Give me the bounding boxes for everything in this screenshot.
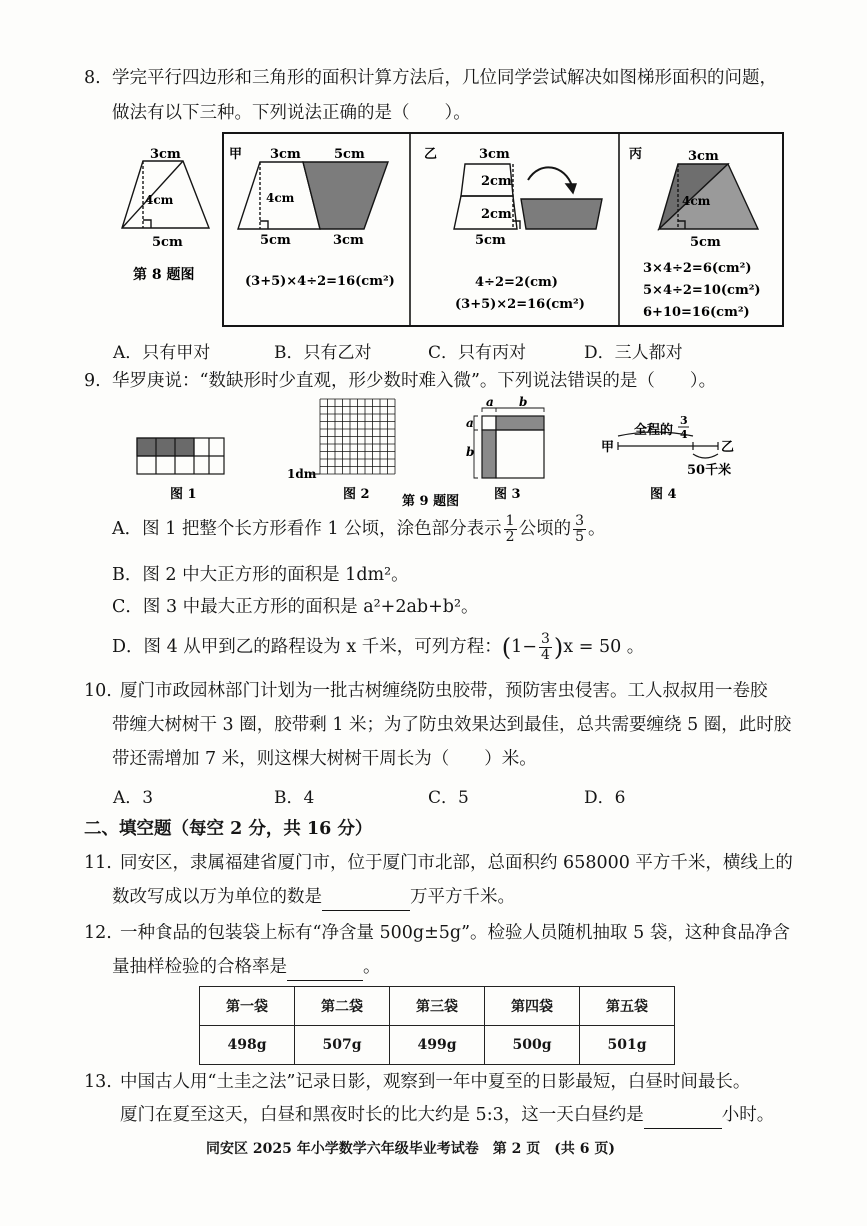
q9-option-a: A．图 1 把整个长方形看作 1 公顷，涂色部分表示 $\frac{1}{2}$ 公顷的 $\frac{3}{5}$ 。	[112, 513, 606, 545]
q12-sample-table	[199, 986, 675, 1065]
q8-yi-height1: 2cm	[481, 174, 512, 189]
q8-bing-formula3: 6+10=16(cm²)	[643, 305, 750, 320]
q13-answer-blank[interactable]	[644, 1102, 722, 1129]
q9-fig3-a-top: a	[486, 395, 494, 409]
table-cell: 501g	[580, 1026, 675, 1065]
table-row	[200, 1026, 675, 1065]
q10-option-b: B．4	[274, 788, 315, 808]
q9-fig1-grid	[137, 438, 224, 474]
q9-option-b: B．图 2 中大正方形的面积是 1dm²。	[112, 565, 409, 585]
q9-fig2-dm: 1dm	[287, 467, 317, 481]
q10-option-a: A．3	[113, 788, 154, 808]
q9-fig3-a-side: a	[466, 416, 474, 430]
q9-a-frac2: $\frac{3}{5}$	[575, 513, 584, 545]
q8-yi-diagram	[454, 164, 602, 229]
q12-line1: 一种食品的包装袋上标有“净含量 500g±5g”。检验人员随机抽取 5 袋，这种食品净含	[120, 923, 790, 943]
q8-bing-top: 3cm	[688, 149, 719, 164]
q13-line1: 中国古人用“土圭之法”记录日影，观察到一年中夏至的日影最短，白昼时间最长。	[120, 1072, 751, 1092]
q9-number: 9.	[84, 371, 101, 391]
section2-heading: 二、填空题（每空 2 分，共 16 分）	[84, 819, 373, 839]
table-header-cell: 第五袋	[580, 987, 675, 1026]
q9-fig4-jia: 甲	[601, 440, 615, 455]
q8-jia-diagram	[238, 162, 388, 229]
q8-option-c: C．只有丙对	[428, 343, 527, 363]
q9-fig4-label: 图 4	[650, 487, 677, 502]
q9-figure-caption: 第 9 题图	[402, 494, 460, 509]
table-header-cell: 第三袋	[390, 987, 485, 1026]
q10-option-c: C．5	[428, 788, 469, 808]
q8-jia-bottom2: 3cm	[333, 233, 364, 248]
q8-figure-caption: 第 8 题图	[133, 267, 195, 283]
table-header-cell: 第二袋	[295, 987, 390, 1026]
q9-fig2-grid	[320, 399, 395, 474]
q8-option-d: D．三人都对	[584, 343, 683, 363]
q13-line2: 厦门在夏至这天，白昼和黑夜时长的比大约是 5:3，这一天白昼约是 小时。	[120, 1102, 774, 1129]
q8-jia-bottom1: 5cm	[260, 233, 291, 248]
q12-line2: 量抽样检验的合格率是 。	[112, 954, 381, 981]
q10-line2: 带缠大树树干 3 圈，胶带剩 1 米；为了防虫效果达到最佳，总共需要缠绕 5 圈，此时胶	[112, 715, 792, 735]
q9-fig1-label: 图 1	[170, 487, 197, 502]
q8-ref-bottom-label: 5cm	[152, 235, 183, 250]
q9-a-text2: 公顷的	[518, 519, 572, 539]
q8-stem-line2: 做法有以下三种。下列说法正确的是（ ）。	[112, 103, 471, 123]
q8-yi-height2: 2cm	[481, 207, 512, 222]
q8-yi-formula1: 4÷2=2(cm)	[475, 275, 558, 290]
q13-number: 13.	[84, 1072, 112, 1092]
q8-jia-top1: 3cm	[270, 147, 301, 162]
q8-yi-top: 3cm	[479, 147, 510, 162]
q9-figure	[0, 390, 867, 510]
table-header-row	[200, 987, 675, 1026]
q8-bing-formula2: 5×4÷2=10(cm²)	[643, 283, 761, 298]
q10-line1: 厦门市政园林部门计划为一批古树缠绕防虫胶带，预防害虫侵害。工人叔叔用一卷胶	[120, 681, 768, 701]
q9-fig4-yi: 乙	[721, 440, 735, 455]
q8-yi-bottom: 5cm	[475, 233, 506, 248]
q8-bing-height: 4cm	[682, 194, 711, 208]
q9-option-c: C．图 3 中最大正方形的面积是 a²+2ab+b²。	[112, 597, 479, 617]
table-header-cell: 第四袋	[485, 987, 580, 1026]
table-cell: 498g	[200, 1026, 295, 1065]
q9-option-d: D．图 4 从甲到乙的路程设为 x 千米，可列方程：(1− $\frac{3}{4}$ )x = 50 。	[112, 631, 645, 663]
q8-option-a: A．只有甲对	[113, 343, 211, 363]
q11-answer-blank[interactable]	[322, 884, 410, 911]
q9-fig3-square	[474, 408, 544, 478]
q12-answer-blank[interactable]	[287, 954, 363, 981]
q9-fig2-label: 图 2	[343, 487, 370, 502]
q8-figure	[0, 0, 867, 340]
q8-ref-top-label: 3cm	[150, 147, 181, 162]
q10-line3: 带还需增加 7 米，则这棵大树树干周长为（ ）米。	[112, 749, 537, 769]
q9-fig3-b-side: b	[466, 445, 475, 459]
q9-fig3-b-top: b	[519, 395, 528, 409]
q9-fig4-whole: 全程的	[634, 423, 674, 438]
q8-yi-formula2: (3+5)×2=16(cm²)	[455, 297, 585, 312]
q9-d-frac: $\frac{3}{4}$	[540, 631, 550, 663]
q10-option-d: D．6	[584, 788, 626, 808]
q9-a-frac1: $\frac{1}{2}$	[505, 513, 515, 545]
table-cell: 500g	[485, 1026, 580, 1065]
q8-jia-height: 4cm	[266, 191, 295, 205]
q11-number: 11.	[84, 853, 112, 873]
q8-jia-top2: 5cm	[334, 147, 365, 162]
page-footer: 同安区 2025 年小学数学六年级毕业考试卷 第 2 页 (共 6 页)	[206, 1141, 615, 1157]
q11-line2: 数改写成以万为单位的数是 万平方千米。	[112, 884, 515, 911]
table-header-cell: 第一袋	[200, 987, 295, 1026]
table-cell: 507g	[295, 1026, 390, 1065]
q9-fig4-frac-n: 3	[680, 414, 688, 427]
q8-bing-bottom: 5cm	[690, 235, 721, 250]
q8-bing-tag: 丙	[629, 147, 643, 162]
q8-option-b: B．只有乙对	[274, 343, 372, 363]
q9-fig4-frac-d: 4	[680, 428, 688, 441]
q9-fig3-label: 图 3	[494, 487, 521, 502]
q12-number: 12.	[84, 923, 112, 943]
q8-stem-line1: 学完平行四边形和三角形的面积计算方法后，几位同学尝试解决如图梯形面积的问题，	[112, 68, 777, 88]
q8-number: 8.	[84, 68, 101, 88]
q8-yi-tag: 乙	[424, 147, 438, 162]
q8-bing-formula1: 3×4÷2=6(cm²)	[643, 261, 752, 276]
q9-fig4-distance: 50千米	[687, 463, 732, 478]
q9-a-text1: A．图 1 把整个长方形看作 1 公顷，涂色部分表示	[112, 519, 502, 539]
q8-jia-tag: 甲	[229, 147, 243, 162]
q8-ref-height-label: 4cm	[145, 193, 174, 207]
q8-jia-formula: (3+5)×4÷2=16(cm²)	[245, 274, 395, 289]
q10-number: 10.	[84, 681, 112, 701]
q9-stem: 华罗庚说：“数缺形时少直观，形少数时难入微”。下列说法错误的是（ ）。	[112, 371, 717, 391]
table-cell: 499g	[390, 1026, 485, 1065]
q11-line1: 同安区，隶属福建省厦门市，位于厦门市北部，总面积约 658000 平方千米，横线上的	[120, 853, 793, 873]
